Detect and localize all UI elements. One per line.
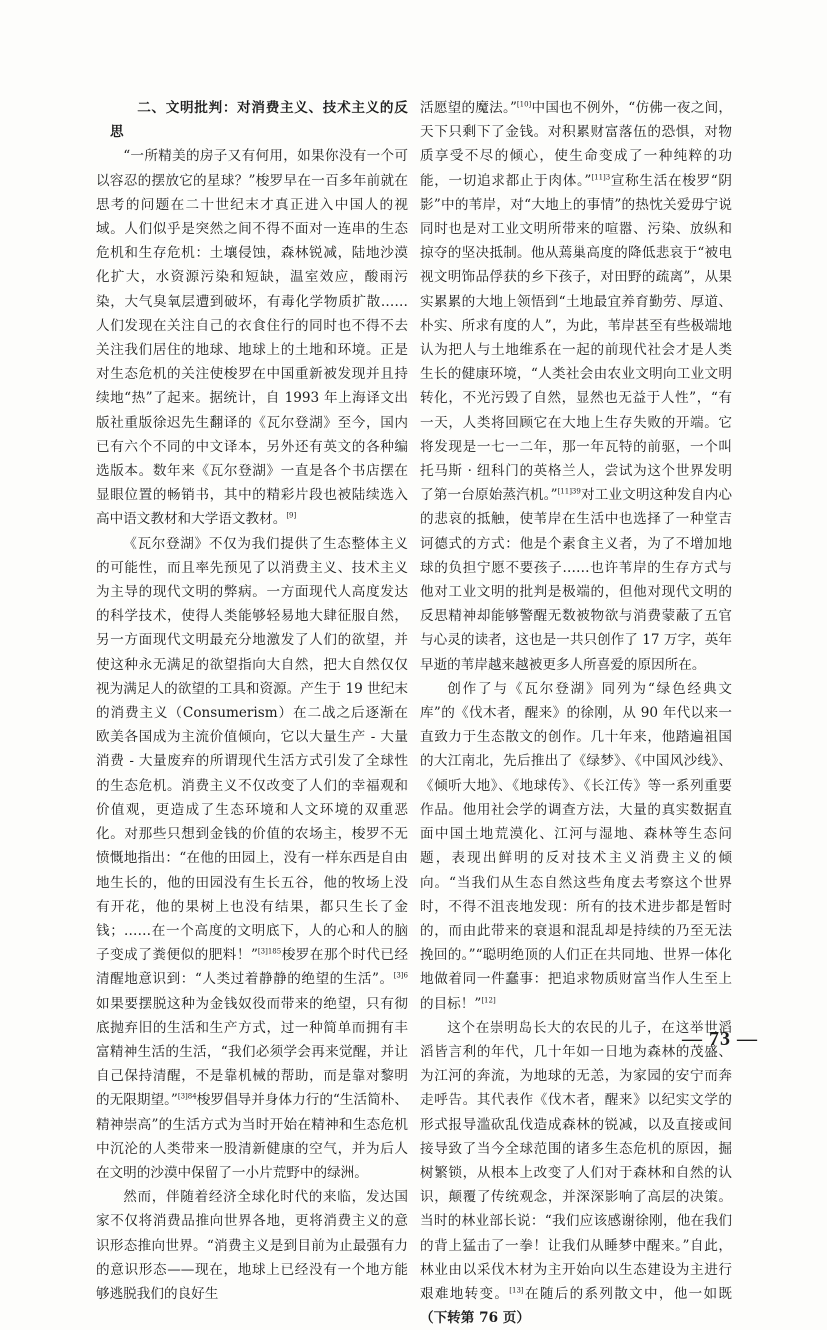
paragraph-text: 创作了与《瓦尔登湖》同列为“绿色经典文库”的《伐木者，醒来》的徐刚，从 90 年代以来一直致力于生态散文的创作。几十年来，他踏遍祖国的大江南北，先后推出了《绿梦》、《中国风沙线》、《倾听大地》、《地球传》、《长江传》等一系列重要作品。他用社会学的调查方法，大量的真实数据直面中国土地荒漠化、江河与湿地、森林等生态问题，表现出鲜明的反对技术主义消费主义的倾向。“当我们从生态自然这些角度去考察这个世界时，不得不沮丧地发现：所有的技术进步都是暂时的，而由此带来的衰退和混乱却是持续的乃至无法挽回的。”“聪明绝顶的人们正在共同地、世界一体化地做着同一件蠢事：把追求物质财富当作人生至上的目标！” [420,680,732,1012]
citation: [3]6 [393,971,408,980]
citation: [3]84 [177,1092,197,1101]
paragraph-text: 活愿望的魔法。” [420,100,517,116]
paragraph [96,532,408,1185]
citation: [13] [509,1286,524,1295]
paragraph-text: 《瓦尔登湖》不仅为我们提供了生态整体主义的可能性，而且率先预见了以消费主义、技术主义为主导的现代文明的弊病。一方面现代人高度发达的科学技术，使得人类能够轻易地大肆征服自然，另一方面现代文明最充分地激发了人们的欲望，并使这种永无满足的欲望指向大自然，把大自然仅仅视为满足人的欲望的工具和资源。产生于 19 世纪末的消费主义（Consumerism）在二战之后逐渐在欧美各国成为主流价值倾向，它以大量生产 - 大量消费 - 大量废弃的所谓现代生活方式引发了全球性的生态危机。消费主义不仅改变了人们的幸福观和价值观，更造成了生态环境和人文环境的双重恶化。对那些只想到金钱的价值的农场主，梭罗不无愤慨地指出：“在他的田园上，没有一样东西是自由地生长的，他的田园没有生长五谷，他的牧场上没有开花，他的果树上也没有结果，都只生长了金钱；……在一个高度的文明底下，人的心和人的脑子变成了粪便似的肥料！” [96,535,408,964]
section-heading: 二、文明批判：对消费主义、技术主义的反思 [110,100,408,141]
paragraph [96,144,408,531]
left-column [96,96,408,1306]
paragraph-text: 梭罗倡导并身体力行的“生活简朴、精神崇高”的生活方式为当时开始在精神和生态危机中沉沦的人类带来一股清新健康的空气，并为后人在文明的沙漠中保留了一小片荒野中的绿洲。 [96,1092,408,1181]
paragraph-text: 中国也不例外，“仿佛一夜之间，天下只剩下了金钱。对积累财富落伍的恐惧，对物质享受不尽的倾心，使生命变成了一种纯粹的功能，一切追求都止于肉体。” [420,100,732,189]
citation: [9] [286,511,297,520]
citation: [12] [481,995,496,1004]
citation: [10] [516,100,532,109]
paragraph-text: 然而，伴随着经济全球化时代的来临，发达国家不仅将消费品推向世界各地，更将消费主义的意识形态推向世界。“消费主义是到目前为止最强有力的意识形态——现在，地球上已经没有一个地方能够逃脱我们的良好生 [96,1189,408,1302]
paragraph [420,1016,732,1330]
paragraph-text: 对工业文明这种发自内心的悲哀的抵触，使苇岸在生活中也选择了一种堂吉诃德式的方式：他是个素食主义者，为了不增加地球的负担宁愿不要孩子……也许苇岸的生存方式与他对工业文明的批判是极端的，但他对现代文明的反思精神却能够警醒无数被物欲与消费蒙蔽了五官与心灵的读者，这也是一共只创作了 17 万字，英年早逝的苇岸越来越被更多人所喜爱的原因所在。 [420,487,732,673]
paragraph [96,1185,408,1306]
paragraph-text: “一所精美的房子又有何用，如果你没有一个可以容忍的摆放它的星球？”梭罗早在一百多年前就在思考的问题在二十世纪末才真正进入中国人的视域。人们似乎是突然之间不得不面对一连串的生态危机和生存危机：土壤侵蚀，森林锐减，陆地沙漠化扩大，水资源污染和短缺，温室效应，酸雨污染，大气臭氧层遭到破坏，有毒化学物质扩散……人们发现在关注自己的衣食住行的同时也不得不去关注我们居住的地球、地球上的土地和环境。正是对生态危机的关注使梭罗在中国重新被发现并且持续地“热”了起来。据统计，自 1993 年上海译文出版社重版徐迟先生翻译的《瓦尔登湖》至今，国内已有六个不同的中文译本，另外还有英文的各种编选版本。数年来《瓦尔登湖》一直是各个书店摆在显眼位置的畅销书，其中的精彩片段也被陆续选入高中语文教材和大学语文教材。 [96,148,408,528]
citation: [11]39 [557,487,581,496]
paragraph-text: 宣称生活在梭罗“阴影”中的苇岸，对“大地上的事情”的热忱关爱毋宁说同时也是对工业文明所带来的喧嚣、污染、放纵和掠夺的坚决抵制。他从蔫巢高度的降低悲哀于“被电视文明饰品俘获的乡下孩子，对田野的疏离”，从果实累累的大地上领悟到“土地最宜养育勤劳、厚道、朴实、所求有度的人”，为此，苇岸甚至有些极端地认为把人与土地维系在一起的前现代社会才是人类生长的健康环境，“人类社会由农业文明向工业文明转化，不光污毁了自然，显然也无益于人性”，“有一天，人类将回顾它在大地上生存失败的开端。它将发现是一七一二年，那一年瓦特的前驱，一个叫托马斯 · 纽科门的英格兰人，尝试为这个世界发明了第一台原始蒸汽机。” [420,172,732,504]
right-column [420,96,732,1330]
paragraph-text: 如果要摆脱这种为金钱奴役而带来的绝望，只有彻底抛弃旧的生活和生产方式，过一种简单而拥有丰富精神生活的生活，“我们必须学会再来觉醒，并让自己保持清醒，不是靠机械的帮助，而是靠对黎明的无限期望。” [96,995,408,1109]
continued-on-note: （下转第 76 页） [420,1310,530,1327]
paragraph [420,96,732,677]
paragraph-text: 在随后的系列散文中，他一如既 [523,1285,733,1302]
citation: [3]185 [257,947,282,956]
page-number: — 73 — [682,1028,758,1050]
paragraph [420,677,732,1016]
citation: [11]3 [591,173,611,182]
paragraph-text: 梭罗在那个时代已经清醒地意识到：“人类过着静静的绝望的生活”。 [96,947,408,988]
paragraph-text: 这个在崇明岛长大的农民的儿子，在这举世滔滔皆言利的年代，几十年如一日地为森林的茂盛、为江河的奔流，为地球的无恙，为家园的安宁而奔走呼告。其代表作《伐木者，醒来》以纪实文学的形式报导滥砍乱伐造成森林的锐减，以及直接或间接导致了当今全球范围的诸多生态危机的原因，掘树繁锁，从根本上改变了人们对于森林和自然的认识，颠覆了传统观念，并深深影响了高层的决策。当时的林业部长说：“我们应该感谢徐刚，他在我们的背上猛击了一拳！让我们从睡梦中醒来。”自此，林业由以采伐木材为主开始向以生态建设为主进行艰难地转变。 [420,1019,732,1302]
